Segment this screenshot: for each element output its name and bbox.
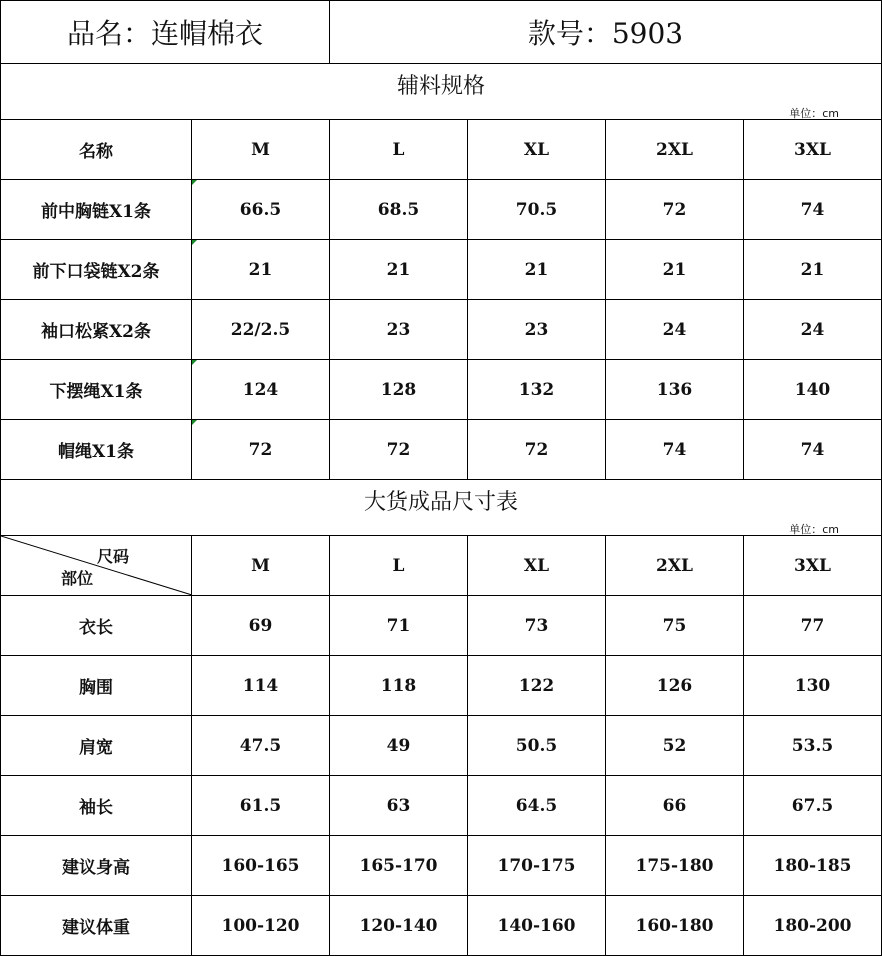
table-cell: 61.5	[192, 776, 330, 836]
table-row	[0, 656, 882, 716]
table-cell: 74	[744, 180, 882, 240]
row-label: 前下口袋链X2条	[0, 240, 192, 300]
table-cell: 72	[606, 180, 744, 240]
table-cell: 72	[192, 420, 330, 480]
corner-label-size: 尺码	[97, 547, 130, 566]
table-cell: 140	[744, 360, 882, 420]
accessories-title: 辅料规格	[0, 64, 882, 104]
table-row	[0, 360, 882, 420]
row-label: 前中胸链X1条	[0, 180, 192, 240]
accessories-unit: 单位：cm	[789, 107, 839, 120]
table-row	[0, 896, 882, 956]
style-number: 款号：5903	[330, 0, 882, 64]
table-cell: 74	[606, 420, 744, 480]
accessories-header-name: 名称	[0, 120, 192, 180]
table-row	[0, 240, 882, 300]
table-cell: 23	[330, 300, 468, 360]
row-label: 建议体重	[0, 896, 192, 956]
comment-marker-icon	[192, 420, 197, 425]
table-cell: 114	[192, 656, 330, 716]
sizes-header-3xl: 3XL	[744, 536, 882, 596]
accessories-unit-row	[0, 104, 882, 120]
table-cell: 130	[744, 656, 882, 716]
table-cell: 122	[468, 656, 606, 716]
row-label: 袖口松紧X2条	[0, 300, 192, 360]
table-cell: 128	[330, 360, 468, 420]
table-cell: 21	[330, 240, 468, 300]
table-cell: 132	[468, 360, 606, 420]
table-cell: 21	[606, 240, 744, 300]
table-cell: 53.5	[744, 716, 882, 776]
table-row	[0, 716, 882, 776]
row-label: 建议身高	[0, 836, 192, 896]
table-cell: 72	[468, 420, 606, 480]
table-cell: 63	[330, 776, 468, 836]
sizes-title: 大货成品尺寸表	[0, 480, 882, 520]
table-cell: 124	[192, 360, 330, 420]
comment-marker-icon	[192, 240, 197, 245]
accessories-header-xl: XL	[468, 120, 606, 180]
table-row	[0, 776, 882, 836]
row-label: 袖长	[0, 776, 192, 836]
table-cell: 66.5	[192, 180, 330, 240]
product-name: 品名：连帽棉衣	[0, 0, 330, 64]
table-cell: 66	[606, 776, 744, 836]
table-cell: 24	[744, 300, 882, 360]
table-cell: 100-120	[192, 896, 330, 956]
accessories-header-3xl: 3XL	[744, 120, 882, 180]
comment-marker-icon	[192, 360, 197, 365]
accessories-header-2xl: 2XL	[606, 120, 744, 180]
table-row	[0, 596, 882, 656]
table-cell: 180-185	[744, 836, 882, 896]
table-cell: 64.5	[468, 776, 606, 836]
table-cell: 50.5	[468, 716, 606, 776]
table-cell: 165-170	[330, 836, 468, 896]
table-cell: 160-180	[606, 896, 744, 956]
row-label: 肩宽	[0, 716, 192, 776]
table-cell: 118	[330, 656, 468, 716]
sizes-header-xl: XL	[468, 536, 606, 596]
table-row	[0, 836, 882, 896]
accessories-header-row	[0, 120, 882, 180]
size-corner-cell	[0, 536, 192, 596]
title-row	[0, 0, 882, 64]
table-cell: 175-180	[606, 836, 744, 896]
table-cell: 68.5	[330, 180, 468, 240]
table-cell: 47.5	[192, 716, 330, 776]
sizes-unit-row	[0, 520, 882, 536]
table-cell: 75	[606, 596, 744, 656]
table-cell: 21	[468, 240, 606, 300]
accessories-header-l: L	[330, 120, 468, 180]
table-cell: 52	[606, 716, 744, 776]
table-cell: 24	[606, 300, 744, 360]
table-cell: 170-175	[468, 836, 606, 896]
table-cell: 74	[744, 420, 882, 480]
table-row	[0, 300, 882, 360]
sizes-header-l: L	[330, 536, 468, 596]
table-row	[0, 180, 882, 240]
sizes-header-m: M	[192, 536, 330, 596]
row-label: 下摆绳X1条	[0, 360, 192, 420]
table-cell: 71	[330, 596, 468, 656]
sizes-unit: 单位：cm	[789, 523, 839, 536]
row-label: 帽绳X1条	[0, 420, 192, 480]
table-cell: 49	[330, 716, 468, 776]
corner-label-part: 部位	[61, 569, 94, 588]
table-cell: 67.5	[744, 776, 882, 836]
table-cell: 72	[330, 420, 468, 480]
sizes-header-2xl: 2XL	[606, 536, 744, 596]
accessories-header-m: M	[192, 120, 330, 180]
table-cell: 69	[192, 596, 330, 656]
table-row	[0, 420, 882, 480]
table-cell: 70.5	[468, 180, 606, 240]
table-cell: 23	[468, 300, 606, 360]
table-cell: 21	[744, 240, 882, 300]
table-cell: 77	[744, 596, 882, 656]
row-label: 胸围	[0, 656, 192, 716]
table-cell: 136	[606, 360, 744, 420]
table-cell: 120-140	[330, 896, 468, 956]
table-cell: 21	[192, 240, 330, 300]
table-cell: 160-165	[192, 836, 330, 896]
comment-marker-icon	[192, 180, 197, 185]
table-cell: 73	[468, 596, 606, 656]
table-cell: 140-160	[468, 896, 606, 956]
sizes-header-row	[0, 536, 882, 596]
table-cell: 180-200	[744, 896, 882, 956]
table-cell: 22/2.5	[192, 300, 330, 360]
row-label: 衣长	[0, 596, 192, 656]
table-cell: 126	[606, 656, 744, 716]
